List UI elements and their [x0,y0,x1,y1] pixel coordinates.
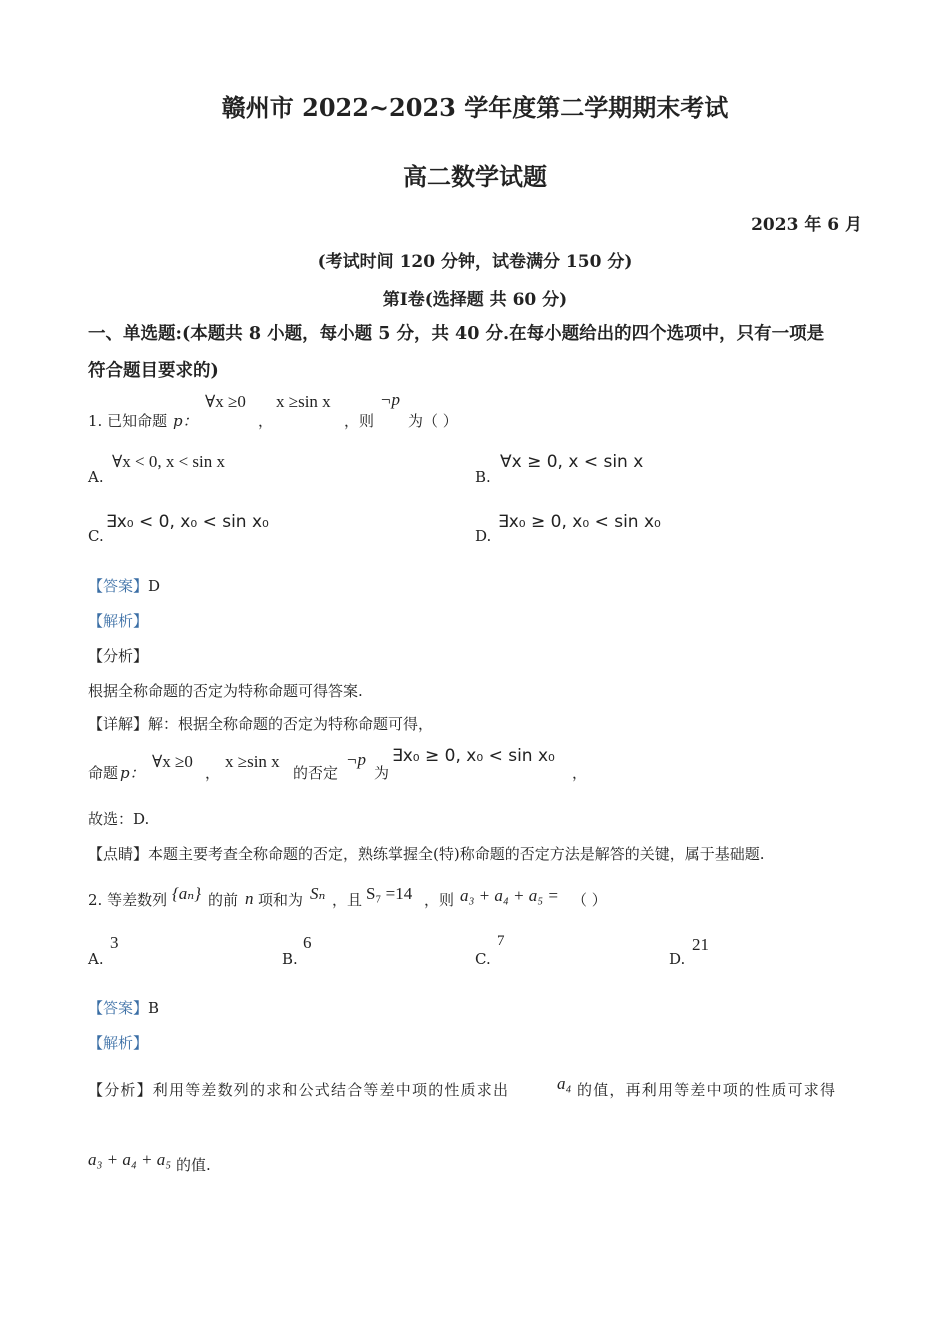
q2-last-tail: 的值. [176,1156,211,1174]
q2-option-d-letter[interactable]: D. [669,950,686,968]
q2-mid2: 项和为 [258,891,304,909]
q2-analysis-tag: 【解析】 [88,1034,149,1052]
q1-answer-line [88,575,160,596]
q1-tail: 为（ ） [408,412,458,430]
q1-fenxi-tag: 【分析】 [88,647,149,665]
q1-option-d[interactable]: ∃x₀ ≥ 0, x₀ < sin x₀ [498,512,661,532]
q1-detail2-end: ， [572,764,588,782]
q2-n: n [245,889,254,908]
q1-prefix: 1. 已知命题 [88,412,168,430]
q2-prefix: 2. 等差数列 [88,891,168,909]
q1-then: ，则 [344,412,375,430]
q2-answer-tag: 【答案】 [88,999,149,1017]
q1-detail: 【详解】解：根据全称命题的否定为特称命题可得， [88,715,434,733]
q2-sequence: {aₙ} [172,884,201,903]
q2-sn: Sₙ [310,884,326,903]
q1-option-a[interactable]: ∀x < 0, x < sin x [112,452,226,471]
q1-answer: D [148,577,161,595]
q2-option-d[interactable]: 21 [692,935,709,954]
q1-detail2-wei: 为 [374,764,390,782]
q2-fenxi-tail: 的值，再利用等差中项的性质可求得 [577,1081,837,1099]
q2-option-c[interactable]: 7 [497,933,505,949]
exam-date: 2023 年 6 月 [751,215,862,235]
q2-tail: （ ） [572,891,607,909]
q2-s7: S₇ =14 [366,884,413,903]
q2-last-expression: a₃ + a₄ + a₅ [88,1150,172,1169]
q1-option-c[interactable]: ∃x₀ < 0, x₀ < sin x₀ [106,512,269,532]
q2-mid3: ，且 [332,891,363,909]
q2-option-b-letter[interactable]: B. [282,950,298,968]
q1-option-b[interactable]: ∀x ≥ 0, x < sin x [500,452,644,472]
q1-detail2-neg-p: ¬p [346,750,366,769]
q1-option-c-letter[interactable]: C. [88,527,104,545]
q2-option-a[interactable]: 3 [110,933,119,952]
q1-neg-p: ¬p [380,390,400,409]
part-heading: 第Ⅰ卷(选择题 共 60 分) [382,290,568,310]
q2-answer: B [148,999,160,1017]
section-heading-line2: 符合题目要求的) [88,361,219,381]
q1-detail2-p: p： [120,764,145,782]
q1-dianjing: 【点睛】本题主要考查全称命题的否定，熟练掌握全(特)称命题的否定方法是解答的关键，属于基础题. [88,845,765,863]
q1-option-b-letter[interactable]: B. [475,468,491,486]
q1-detail2-comma: ， [205,764,221,782]
q2-mid4: ，则 [424,891,455,909]
q2-fenxi: 【分析】利用等差数列的求和公式结合等差中项的性质求出 [88,1081,510,1099]
q2-option-a-letter[interactable]: A. [88,950,104,968]
exam-info: (考试时间 120 分钟，试卷满分 150 分) [317,252,633,272]
section-heading-line1: 一、单选题:(本题共 8 小题，每小题 5 分，共 40 分.在每小题给出的四个选项中，只有一项是 [88,324,825,344]
exam-subtitle: 高二数学试题 [403,162,547,191]
q1-detail2-prefix: 命题 [88,764,119,782]
exam-title: 赣州市 2022~2023 学年度第二学期期末考试 [221,93,729,122]
q1-p: p： [173,412,198,430]
q2-option-c-letter[interactable]: C. [475,950,491,968]
q1-option-a-letter[interactable]: A. [88,468,104,486]
q1-comma1: ， [258,412,274,430]
q2-mid1: 的前 [208,891,239,909]
q2-option-b[interactable]: 6 [303,933,312,952]
q1-cond2: x ≥sin x [276,392,331,411]
q1-choose: 故选：D. [88,810,150,828]
q1-fenxi-text: 根据全称命题的否定为特称命题可得答案. [88,682,363,700]
q2-expression: a₃ + a₄ + a₅ = [460,886,559,905]
q1-detail2-mid: 的否定 [293,764,339,782]
q1-detail2-cond1: ∀x ≥0 [152,752,193,771]
q1-detail2-result: ∃x₀ ≥ 0, x₀ < sin x₀ [392,746,555,766]
q1-answer-tag: 【答案】 [88,577,149,595]
q2-a4: a₄ [557,1074,572,1093]
q2-answer-line [88,997,159,1018]
q1-cond1: ∀x ≥0 [205,392,246,411]
q1-detail2-cond2: x ≥sin x [225,752,280,771]
q1-analysis-tag: 【解析】 [88,612,149,630]
q1-option-d-letter[interactable]: D. [475,527,492,545]
